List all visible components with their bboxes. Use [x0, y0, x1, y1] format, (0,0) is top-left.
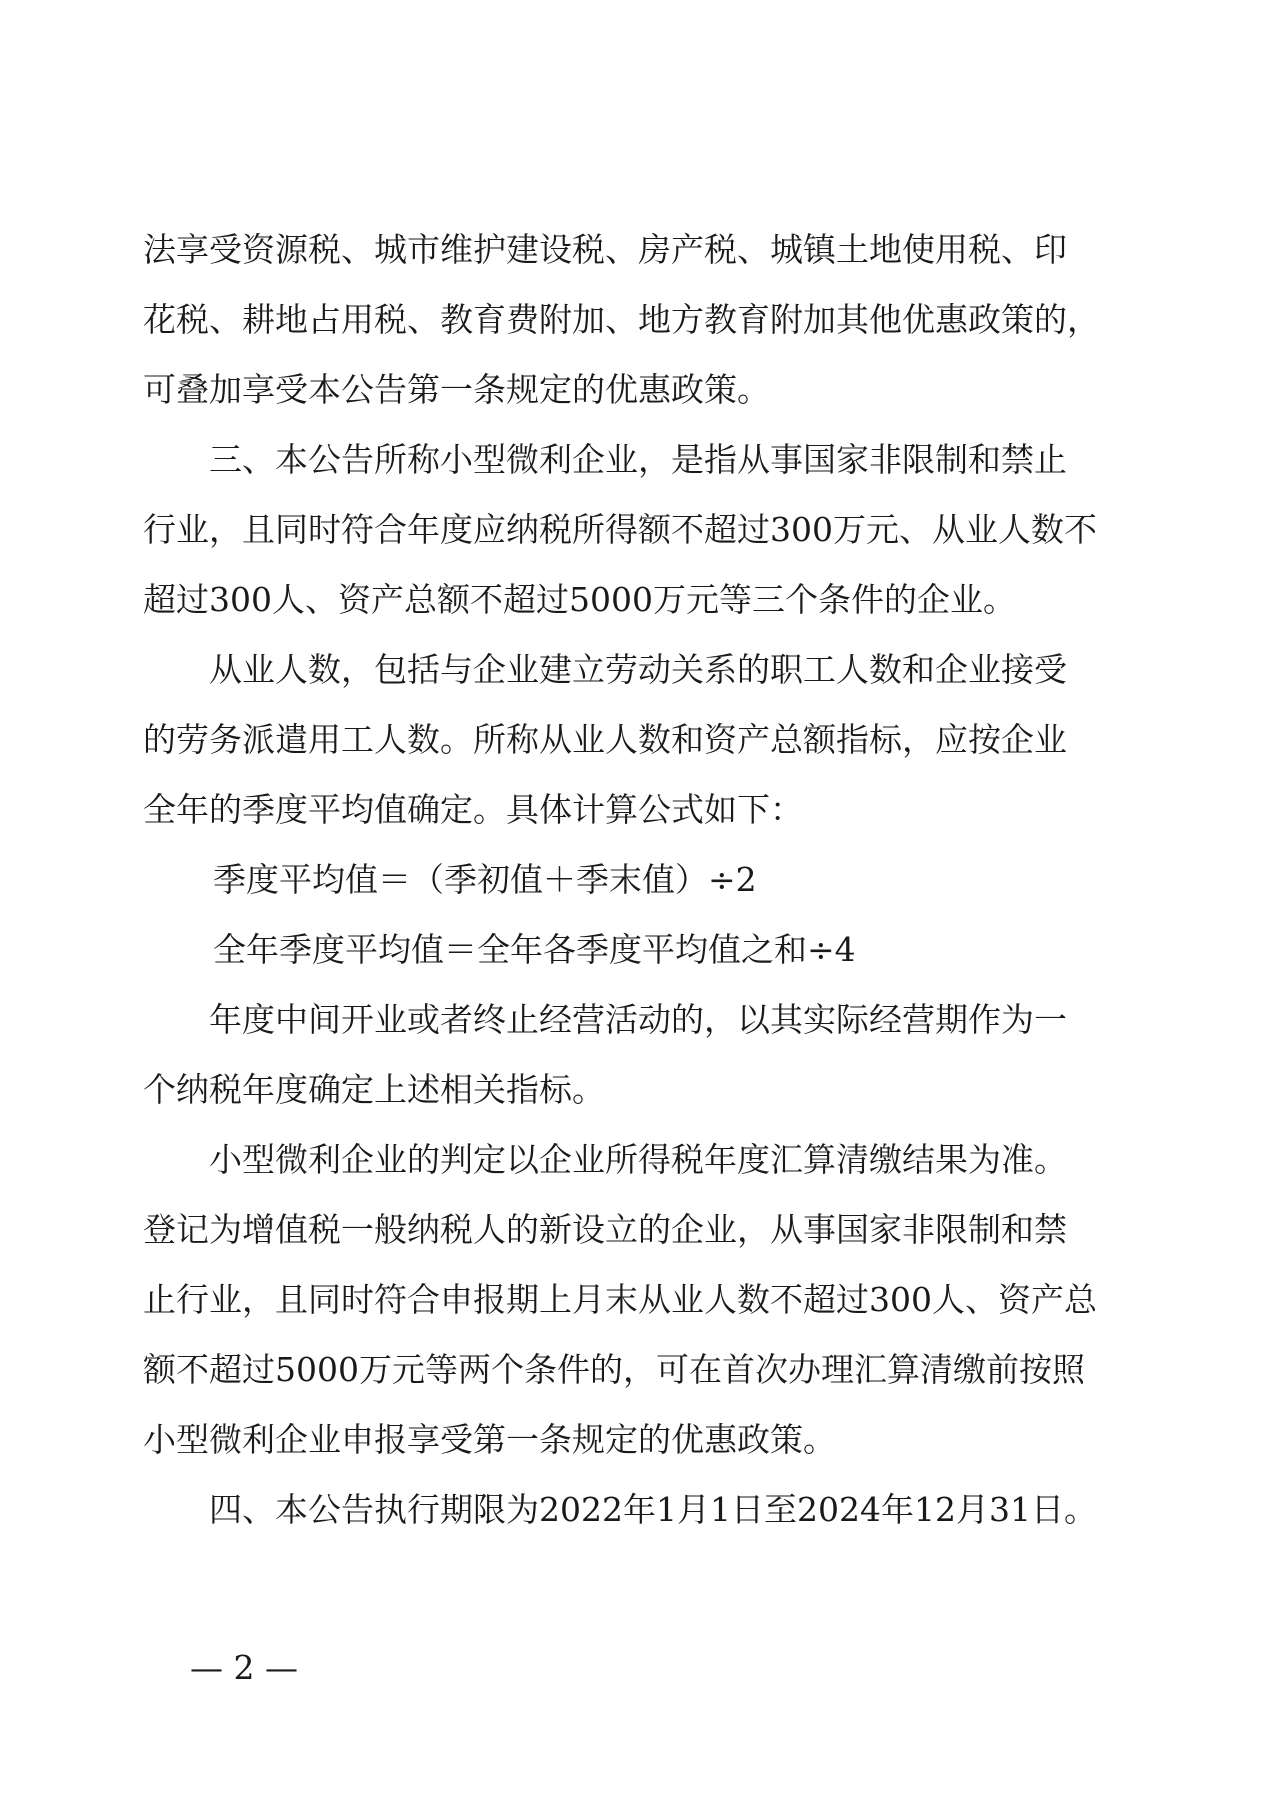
formula-annual-average: 全年季度平均值＝全年各季度平均值之和÷4: [213, 930, 856, 969]
text-line: 花税、耕地占用税、教育费附加、地方教育附加其他优惠政策的，: [143, 300, 1100, 339]
text-line: 法享受资源税、城市维护建设税、房产税、城镇土地使用税、印: [143, 230, 1067, 269]
text-line: 额不超过5000万元等两个条件的，可在首次办理汇算清缴前按照: [143, 1350, 1085, 1389]
text-line: 行业，且同时符合年度应纳税所得额不超过300万元、从业人数不: [143, 510, 1097, 549]
formula-quarterly-average: 季度平均值＝（季初值＋季末值）÷2: [213, 860, 757, 899]
section-three-heading-line: 三、本公告所称小型微利企业，是指从事国家非限制和禁止: [209, 440, 1067, 479]
text-line: 小型微利企业申报享受第一条规定的优惠政策。: [143, 1420, 836, 1459]
text-line: 止行业，且同时符合申报期上月末从业人数不超过300人、资产总: [143, 1280, 1097, 1319]
text-line: 超过300人、资产总额不超过5000万元等三个条件的企业。: [143, 580, 1016, 619]
text-line: 全年的季度平均值确定。具体计算公式如下：: [143, 790, 803, 829]
text-line: 可叠加享受本公告第一条规定的优惠政策。: [143, 370, 770, 409]
paragraph-start-line: 小型微利企业的判定以企业所得税年度汇算清缴结果为准。: [209, 1140, 1067, 1179]
paragraph-start-line: 从业人数，包括与企业建立劳动关系的职工人数和企业接受: [209, 650, 1067, 689]
text-line: 的劳务派遣用工人数。所称从业人数和资产总额指标，应按企业: [143, 720, 1067, 759]
document-body: [143, 215, 1118, 1545]
section-four-heading-line: 四、本公告执行期限为2022年1月1日至2024年12月31日。: [209, 1490, 1097, 1529]
paragraph-start-line: 年度中间开业或者终止经营活动的，以其实际经营期作为一: [209, 1000, 1067, 1039]
page-number: — 2 —: [190, 1648, 298, 1687]
text-line: 个纳税年度确定上述相关指标。: [143, 1070, 605, 1109]
text-line: 登记为增值税一般纳税人的新设立的企业，从事国家非限制和禁: [143, 1210, 1067, 1249]
